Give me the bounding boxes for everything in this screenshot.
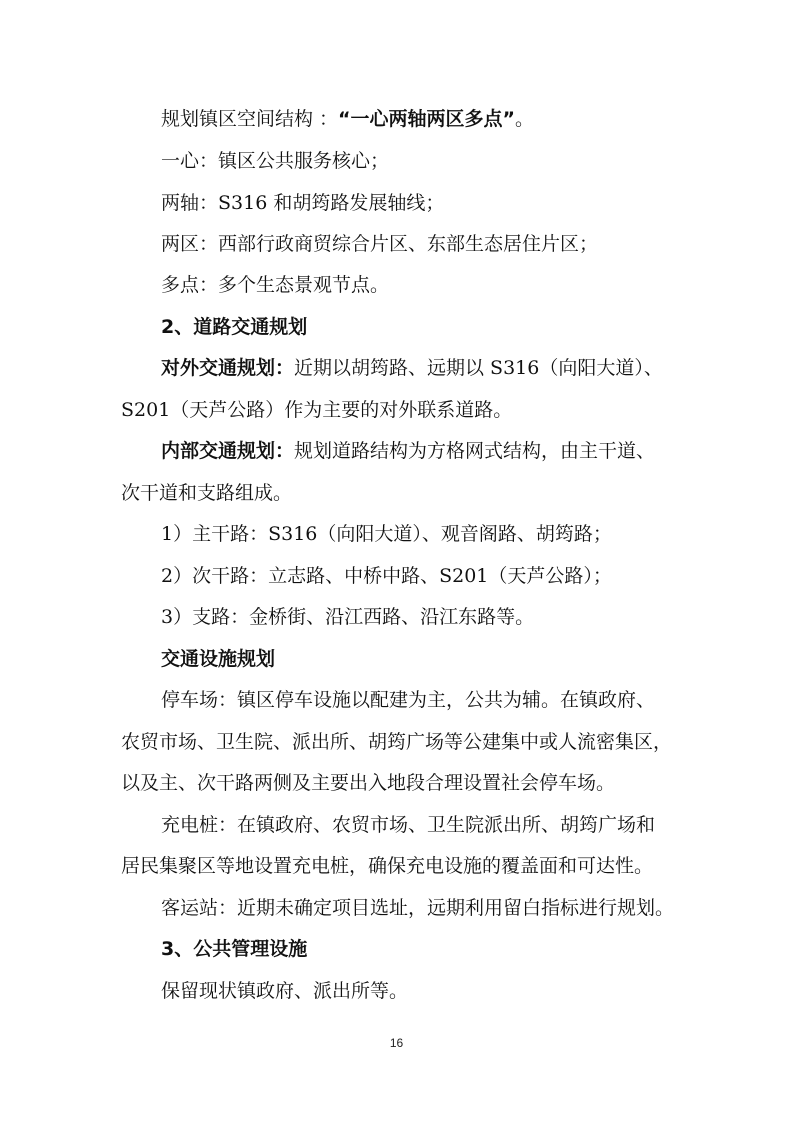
parking-line-2: 农贸市场、卫生院、派出所、胡筠广场等公建集中或人流密集区，: [121, 731, 673, 753]
external-traffic-line-1: [161, 356, 663, 380]
two-axes-line: 两轴：S316 和胡筠路发展轴线；: [161, 192, 445, 214]
one-center-line: 一心：镇区公共服务核心；: [161, 150, 390, 172]
secondary-road-item: 2）次干路：立志路、中桥中路、S201（天芦公路）；: [161, 565, 612, 587]
internal-traffic-line-1: [161, 439, 655, 463]
spatial-structure-heading: 规划镇区空间结构 ：: [161, 108, 339, 130]
branch-road-item: 3）支路：金桥街、沿江西路、沿江东路等。: [161, 606, 535, 628]
bus-station-line: 客运站：近期未确定项目选址，远期利用留白指标进行规划。: [161, 897, 675, 919]
parking-line-3: 以及主、次干路两侧及主要出入地段合理设置社会停车场。: [121, 772, 616, 794]
spatial-structure-slogan: “一心两轴两区多点”: [338, 108, 516, 130]
external-traffic-label: 对外交通规划：: [161, 357, 295, 379]
two-zones-line: 两区：西部行政商贸综合片区、东部生态居住片区；: [161, 233, 599, 255]
external-traffic-line-2: S201（天芦公路）作为主要的对外联系道路。: [121, 399, 513, 421]
charging-line-1: 充电桩：在镇政府、农贸市场、卫生院派出所、胡筠广场和: [161, 814, 656, 836]
external-traffic-text: 近期以胡筠路、远期以 S316（向阳大道）、: [294, 357, 663, 379]
multi-points-line: 多点：多个生态景观节点。: [161, 274, 390, 296]
internal-traffic-label: 内部交通规划：: [161, 440, 295, 462]
internal-traffic-text: 规划道路结构为方格网式结构，由主干道、: [294, 440, 656, 462]
traffic-facility-heading: 交通设施规划: [161, 648, 276, 670]
page-number: 16: [389, 1036, 404, 1050]
main-road-item: 1）主干路：S316（向阳大道）、观音阁路、胡筠路；: [161, 523, 612, 545]
internal-traffic-line-2: 次干道和支路组成。: [121, 482, 293, 504]
spatial-structure-period: 。: [515, 108, 535, 130]
road-traffic-heading: 2、道路交通规划: [161, 316, 308, 338]
public-management-text: 保留现状镇政府、派出所等。: [161, 980, 409, 1002]
charging-line-2: 居民集聚区等地设置充电桩，确保充电设施的覆盖面和可达性。: [121, 855, 654, 877]
spatial-structure-line: [161, 107, 534, 131]
parking-line-1: 停车场：镇区停车设施以配建为主，公共为辅。在镇政府、: [161, 689, 656, 711]
public-management-heading: 3、公共管理设施: [161, 938, 308, 960]
